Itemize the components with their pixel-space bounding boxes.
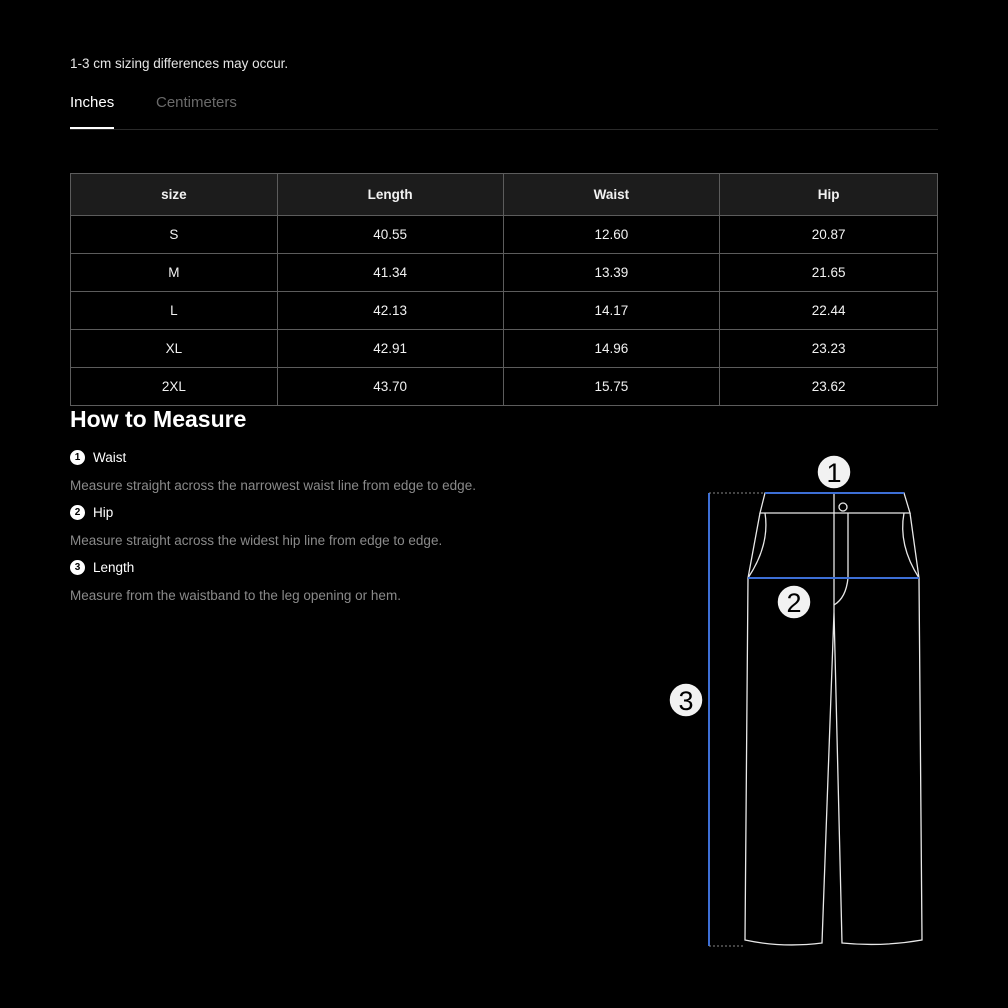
cell-length: 40.55 bbox=[277, 216, 503, 254]
step-description: Measure from the waistband to the leg opening or hem. bbox=[70, 588, 401, 603]
marker-2 bbox=[777, 585, 811, 619]
cell-waist: 14.96 bbox=[503, 330, 720, 368]
pants-outline bbox=[745, 493, 922, 945]
measurement-lines bbox=[709, 493, 919, 946]
how-to-measure-title: How to Measure bbox=[70, 406, 247, 432]
cell-waist: 13.39 bbox=[503, 254, 720, 292]
header-length: Length bbox=[277, 174, 503, 216]
step-description: Measure straight across the narrowest waist line from edge to edge. bbox=[70, 478, 476, 493]
marker-label: 3 bbox=[678, 686, 694, 716]
header-size: size bbox=[71, 174, 278, 216]
marker-3 bbox=[669, 683, 703, 717]
header-hip: Hip bbox=[720, 174, 938, 216]
cell-waist: 12.60 bbox=[503, 216, 720, 254]
sizing-note: 1-3 cm sizing differences may occur. bbox=[70, 56, 289, 71]
step-number-badge: 3 bbox=[70, 560, 85, 575]
step-description: Measure straight across the widest hip line from edge to edge. bbox=[70, 533, 443, 548]
cell-size: 2XL bbox=[71, 368, 278, 406]
cell-length: 41.34 bbox=[277, 254, 503, 292]
marker-label: 1 bbox=[826, 458, 842, 488]
step-number-badge: 2 bbox=[70, 505, 85, 520]
cell-length: 43.70 bbox=[277, 368, 503, 406]
cell-hip: 22.44 bbox=[720, 292, 938, 330]
header-waist: Waist bbox=[503, 174, 720, 216]
cell-length: 42.13 bbox=[277, 292, 503, 330]
tab-centimeters[interactable]: Centimeters bbox=[156, 94, 237, 111]
cell-size: M bbox=[71, 254, 278, 292]
cell-length: 42.91 bbox=[277, 330, 503, 368]
marker-1 bbox=[817, 455, 851, 489]
marker-label: 2 bbox=[786, 588, 802, 618]
cell-hip: 20.87 bbox=[720, 216, 938, 254]
cell-waist: 14.17 bbox=[503, 292, 720, 330]
cell-hip: 23.62 bbox=[720, 368, 938, 406]
step-number-badge: 1 bbox=[70, 450, 85, 465]
step-label: Length bbox=[93, 560, 135, 575]
cell-waist: 15.75 bbox=[503, 368, 720, 406]
step-label: Hip bbox=[93, 505, 114, 520]
cell-hip: 23.23 bbox=[720, 330, 938, 368]
cell-size: L bbox=[71, 292, 278, 330]
cell-size: XL bbox=[71, 330, 278, 368]
step-label: Waist bbox=[93, 450, 127, 465]
cell-size: S bbox=[71, 216, 278, 254]
cell-hip: 21.65 bbox=[720, 254, 938, 292]
tab-inches[interactable]: Inches bbox=[70, 94, 115, 111]
